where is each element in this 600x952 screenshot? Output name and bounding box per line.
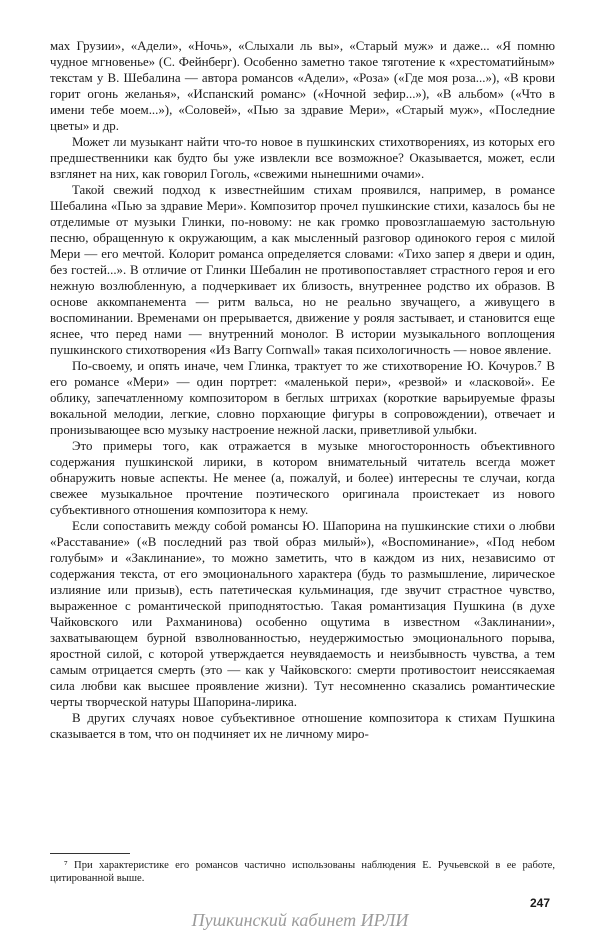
page-number: 247 bbox=[530, 896, 551, 910]
paragraph-6: Если сопоставить между собой романсы Ю. Шапорина на пушкинские стихи о любви «Расставание» («В последний раз твой образ милый»), «Воспоминание», «Под небом голубым» и «Заклинание», то можно заметить, что в каждом из них, независимо от содержания текста, от его эмоционального характера (будь то размышление, лирическое излияние или призыв), есть патетическая кульминация, где звучит страстное чувство, выраженное с романтической приподнятостью. Такая романтизация Пушкина (в духе Чайковского или Рахманинова) особенно ощутима в известном «Заклинании», захватывающем бурной взволнованностью, неудержимостью эмоционального порыва, яростной силой, с которой утверждается неувядаемость и неизбывность чувства, а тем самым отрицается смерть (это — как у Чайковского: смерти противостоит неиссякаемая сила любви как высшее проявление жизни). Тут несомненно сказались романтические черты творческой натуры Шапорина-лирика. bbox=[50, 519, 555, 709]
footnote: ⁷ При характеристике его романсов частично использованы наблюдения Е. Ручьевской в ее работе, цитированной выше. bbox=[50, 860, 555, 884]
paragraph-2: Может ли музыкант найти что-то новое в пушкинских стихотворениях, из которых его предшественники как будто бы уже извлекли все возможное? Оказывается, может, если взглянет на них, как говорил Гоголь, «свежими нынешними очами». bbox=[50, 135, 555, 181]
footnote-divider bbox=[50, 853, 130, 854]
paragraph-1: мах Грузии», «Адели», «Ночь», «Слыхали ль вы», «Старый муж» и даже... «Я помню чудное мгновенье» (С. Фейнберг). Особенно заметно такое тяготение к «хрестоматийным» текстам у В. Шебалина — автора романсов «Адели», «Роза» («Где моя роза...»), «В крови горит огонь желанья», «Испанский романс» («Ночной зефир...»), «В альбом» («Что в имени тебе моем...»), «Соловей», «Пью за здравие Мери», «Старый муж», «Последние цветы» и др. bbox=[50, 39, 555, 133]
paragraph-7: В других случаях новое субъективное отношение композитора к стихам Пушкина сказывается в том, что он подчиняет их не личному миро- bbox=[50, 711, 555, 741]
paragraph-3: Такой свежий подход к известнейшим стихам проявился, например, в романсе Шебалина «Пью за здравие Мери». Композитор прочел пушкинские стихи, казалось бы не отделимые от музыки Глинки, по-новому: не как громко провозглашаемую застольную песню, обращенную к окружающим, а как мысленный разговор одинокого героя с милой Мери — его мечтой. Колорит романса определяется словами: «Тихо запер я двери и один, без гостей...». В отличие от Глинки Шебалин не противопоставляет страстного героя и его нежную возлюбленную, а подчеркивает их близость, внутреннее родство их образов. В основе аккомпанемента — ритм вальса, но не реально звучащего, а живущего в воспоминании. Временами он прерывается, движение у рояля застывает, и становится еще яснее, что перед нами — внутренний монолог. В истории музыкального воплощения пушкинского стихотворения «Из Barry Cornwall» такая психологичность — новое явление. bbox=[50, 183, 555, 357]
main-text bbox=[50, 38, 555, 742]
watermark: Пушкинский кабинет ИРЛИ bbox=[191, 910, 409, 930]
paragraph-5: Это примеры того, как отражается в музыке многосторонность объективного содержания пушкинской лирики, в котором внимательный читатель всегда может обнаружить новые аспекты. Не менее (а, пожалуй, и более) интересны те случаи, когда свежее музыкальное прочтение поэтического оригинала проистекает из нового субъективного отношения композитора к нему. bbox=[50, 439, 555, 517]
paragraph-4: По-своему, и опять иначе, чем Глинка, трактует то же стихотворение Ю. Кочуров.⁷ В его романсе «Мери» — один портрет: «маленькой пери», «резвой» и «ласковой». Ее облику, запечатленному композитором в беглых штрихах (короткие варьируемые фразы вокальной мелодии, легкие, словно порхающие фигуры в сопровождении), отвечает и пронизывающее всю музыку настроение нежной ласки, приветливой улыбки. bbox=[50, 359, 555, 437]
